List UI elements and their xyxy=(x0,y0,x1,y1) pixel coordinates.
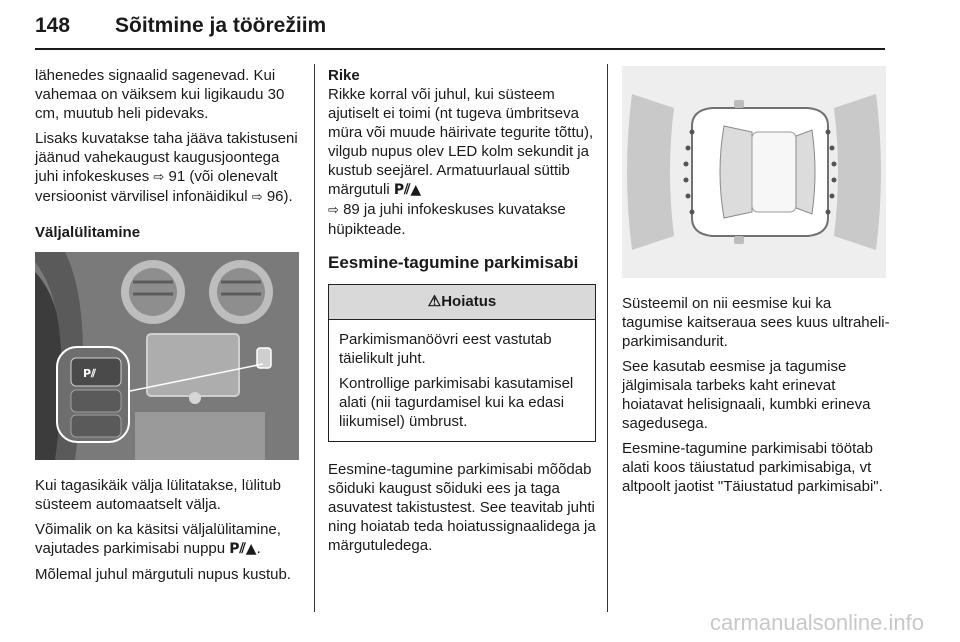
text: 89 ja juhi infokeskuses kuvatakse hüpikteade. xyxy=(328,201,566,238)
page-title: Sõitmine ja töörežiim xyxy=(115,14,327,37)
paragraph: Kui tagasikäik välja lülitatakse, lülitub süsteem automaatselt välja. xyxy=(35,477,281,513)
park-assist-icon: P⫽▲ xyxy=(229,541,257,557)
paragraph xyxy=(35,129,303,207)
warning-body xyxy=(329,320,595,441)
section-heading: Väljalülitamine xyxy=(35,224,141,241)
header-rule xyxy=(35,48,885,50)
column-divider-1 xyxy=(314,64,315,612)
warning-header xyxy=(329,285,595,320)
page-number: 148 xyxy=(35,14,71,37)
paragraph xyxy=(35,520,303,559)
paragraph: Kontrollige parkimisabi kasutamisel alati (nii tagurdamisel kui ka edasi liikumisel) ümbrust. xyxy=(339,375,574,430)
paragraph: See kasutab eesmise ja tagumise jälgimisala tarbeks kaht erinevat hoiatavat helisignaali, kumbki erineva sagedusega. xyxy=(622,358,871,432)
column-3 xyxy=(622,66,890,502)
paragraph: Parkimismanöövri eest vastutab täielikult juht. xyxy=(339,331,552,367)
paragraph: lähenedes signaalid sagenevad. Kui vahemaa on väiksem kui ligikaudu 30 cm, muutub heli pidevaks. xyxy=(35,67,285,122)
paragraph: Eesmine-tagumine parkimisabi mõõdab sõiduki kaugust sõiduki ees ja taga asuvatest takistustest. See teavitab juhti ning hoiatab teda hoiatussignaalidega ja märgutuledega. xyxy=(328,461,596,554)
column-1 xyxy=(35,66,303,590)
column-2 xyxy=(328,66,596,561)
paragraph: Mõlemal juhul märgutuli nupus kustub. xyxy=(35,566,291,583)
text: Lisaks kuvatakse taha jääva takistuseni jäänud vahekaugust kaugusjoontega juhi infokeskuses xyxy=(35,130,298,185)
text: . xyxy=(256,540,261,557)
svg-text:P⫽: P⫽ xyxy=(83,367,96,380)
warning-icon: ⚠ xyxy=(427,293,442,310)
paragraph: Eesmine-tagumine parkimisabi töötab alati koos täiustatud parkimisabiga, vt altpoolt jaotist "Täiustatud parkimisabi". xyxy=(622,440,883,495)
page-reference-icon[interactable]: ⇨ xyxy=(153,170,165,185)
park-assist-icon: P⫽▲ xyxy=(393,182,422,198)
page-header xyxy=(35,14,885,46)
car-sensor-diagram xyxy=(622,66,886,278)
paragraph: Süsteemil on nii eesmise kui ka tagumise kaitseraua sees kuus ultraheli-parkimisandurit. xyxy=(622,295,890,350)
page-reference-icon[interactable]: ⇨ xyxy=(251,190,263,205)
warning-title: Hoiatus xyxy=(441,293,497,310)
text: Võimalik on ka käsitsi väljalülitamine, vajutades parkimisabi nuppu xyxy=(35,521,281,557)
text: 96). xyxy=(266,188,293,205)
watermark: carmanualsonline.info xyxy=(709,610,924,635)
text: Rikke korral või juhul, kui süsteem ajutiselt ei toimi (nt tugeva ümbritseva müra või muude häirivate tegurite tõttu), vilgub nupus olev LED kolm sekundit ja kustub seejärel. Armatuurlaual süttib märgutuli xyxy=(328,86,594,198)
page-reference-icon[interactable]: ⇨ xyxy=(328,203,339,218)
section-heading: Rike xyxy=(328,67,360,84)
column-divider-2 xyxy=(607,64,608,612)
text: 91 (või olenevalt versioonist värvilisel infonäidikul xyxy=(35,168,278,205)
section-heading: Eesmine-tagumine parkimisabi xyxy=(328,253,579,272)
dashboard-button-illustration xyxy=(35,252,299,460)
warning-box xyxy=(328,284,596,442)
paragraph xyxy=(328,85,596,239)
